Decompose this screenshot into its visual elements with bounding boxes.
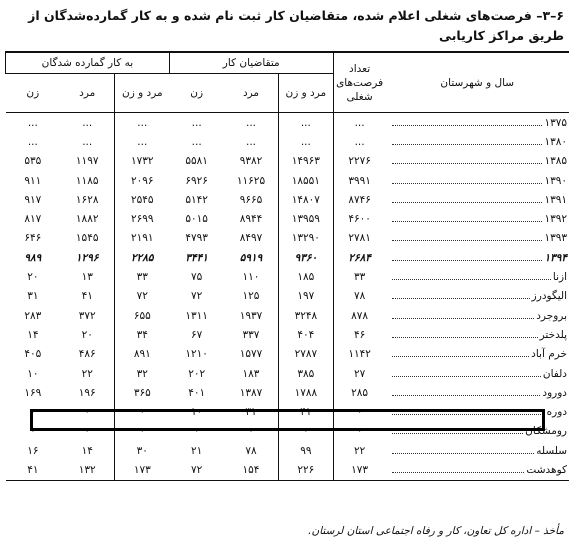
applicants-female-cell: ۷۲ xyxy=(169,460,224,480)
row-label: ۱۳۸۰ xyxy=(544,135,567,148)
leader-dots xyxy=(392,220,543,222)
applicants-male-cell: ۵۹۱۹ xyxy=(239,251,263,264)
row-label: ۱۳۹۴ xyxy=(544,251,567,264)
applicants-female-cell: ۷۵ xyxy=(191,271,203,284)
row-label-cell xyxy=(386,325,569,344)
row-label: خرم آباد xyxy=(531,348,567,361)
applicants-header: متقاضیان کار xyxy=(169,52,333,74)
table-row xyxy=(6,171,570,190)
row-label: ۱۳۸۵ xyxy=(544,155,567,168)
applicants-female-cell: ۲۱ xyxy=(191,444,203,457)
total-jobs-cell: ... xyxy=(333,132,385,151)
row-label-cell xyxy=(386,113,569,133)
applicants-both-header: مرد و زن xyxy=(279,74,334,113)
applicants-female-cell: ۶۷ xyxy=(191,328,203,341)
row-label: سلسله xyxy=(536,444,567,457)
applicants-female-cell: ... xyxy=(191,135,202,148)
row-label-cell xyxy=(386,287,569,306)
applicants-both-cell: ۴۰۴ xyxy=(279,325,334,344)
table-row xyxy=(6,402,570,421)
applicants-both-cell: ۳۲۴۸ xyxy=(279,306,334,325)
placed-female-cell: ۰ xyxy=(30,406,36,419)
applicants-both-cell: ۹۹ xyxy=(279,441,334,460)
placed-both-cell: ۰ xyxy=(115,422,170,441)
table-row xyxy=(6,383,570,402)
placed-both-cell: ۳۳ xyxy=(115,267,170,286)
placed-male-cell: ۱۹۶ xyxy=(78,386,96,399)
total-jobs-cell: ۱۷۳ xyxy=(333,460,385,480)
placed-both-cell: ۸۹۱ xyxy=(115,345,170,364)
placed-female-cell: ۹۱۱ xyxy=(24,174,42,187)
table-row xyxy=(6,229,570,248)
row-label-cell xyxy=(386,171,569,190)
placed-female-cell: ۳۱ xyxy=(27,290,39,303)
placed-both-cell: ۱۷۳۲ xyxy=(115,152,170,171)
applicants-both-cell: ۳۸۵ xyxy=(279,364,334,383)
placed-female-header: زن xyxy=(6,74,61,113)
placed-female-cell: ۵۳۵ xyxy=(24,155,42,168)
applicants-both-cell: ۱۳۲۹۰ xyxy=(279,229,334,248)
applicants-male-cell: ۳۱ xyxy=(245,406,257,419)
applicants-male-cell: ۹۶۶۵ xyxy=(239,193,263,206)
row-label-cell xyxy=(386,422,569,441)
row-label: ازنا xyxy=(552,271,567,284)
row-label: ۱۳۹۳ xyxy=(544,232,567,245)
leader-dots xyxy=(392,162,543,164)
placed-male-cell: ... xyxy=(82,116,93,129)
applicants-both-cell: ۲۷۸۷ xyxy=(279,345,334,364)
applicants-male-cell: ... xyxy=(245,135,256,148)
applicants-male-cell: ۹۳۸۲ xyxy=(239,155,263,168)
leader-dots xyxy=(392,355,530,357)
placed-female-cell: ۱۴ xyxy=(27,328,39,341)
row-label-cell xyxy=(386,460,569,480)
applicants-male-cell: ۱۸۳ xyxy=(242,367,260,380)
leader-dots xyxy=(392,124,543,126)
row-label-cell xyxy=(386,402,569,421)
placed-female-cell: ۴۱ xyxy=(6,460,61,480)
applicants-male-cell: ۱۲۵ xyxy=(242,290,260,303)
placed-female-cell: ۹۱۷ xyxy=(24,193,42,206)
leader-dots xyxy=(392,375,541,377)
total-jobs-cell: ۴۶۰۰ xyxy=(333,209,385,228)
table-row xyxy=(6,132,570,151)
placed-both-cell: ۳۴ xyxy=(115,325,170,344)
placed-header: به کار گمارده شدگان xyxy=(6,52,170,74)
placed-female-cell: ۹۸۹ xyxy=(24,251,42,264)
applicants-female-cell: ۴۷۹۳ xyxy=(185,232,208,245)
placed-male-cell: ۱۴ xyxy=(81,444,93,457)
placed-male-cell: ... xyxy=(82,135,93,148)
row-label-cell xyxy=(386,267,569,286)
row-label-cell xyxy=(386,132,569,151)
row-label-cell xyxy=(386,229,569,248)
table-row xyxy=(6,190,570,209)
table-row xyxy=(6,152,570,171)
total-jobs-cell: ۳۹۹۱ xyxy=(333,171,385,190)
leader-dots xyxy=(392,278,551,280)
applicants-female-header: زن xyxy=(169,74,224,113)
leader-dots xyxy=(392,259,543,261)
row-label-cell xyxy=(386,441,569,460)
applicants-female-cell: ۴۰۱ xyxy=(188,386,206,399)
total-jobs-cell: ۱۱۴۲ xyxy=(333,345,385,364)
applicants-female-cell: ۱۳۱۱ xyxy=(185,309,208,322)
applicants-female-cell: ۵۱۴۲ xyxy=(185,193,208,206)
placed-male-cell: ۰ xyxy=(84,406,91,419)
applicants-male-cell: ۸۴۹۷ xyxy=(239,232,263,245)
applicants-both-cell: ۱۸۵ xyxy=(279,267,334,286)
leader-dots xyxy=(392,413,545,415)
row-label: الیگودرز xyxy=(531,290,567,303)
applicants-male-cell: ۱۵۷۷ xyxy=(239,348,263,361)
applicants-female-cell: ۶۹۲۶ xyxy=(185,174,208,187)
placed-female-cell: ۱۰ xyxy=(27,367,39,380)
placed-both-cell: ۳۲ xyxy=(115,364,170,383)
placed-male-cell: ۱۱۹۷ xyxy=(75,155,99,168)
placed-male-cell: ۱۳۲ xyxy=(60,460,115,480)
total-jobs-cell: ۲۸۵ xyxy=(333,383,385,402)
placed-both-cell: ۰ xyxy=(115,402,170,421)
placed-male-cell: ۴۸۶ xyxy=(78,348,96,361)
leader-dots xyxy=(392,297,530,299)
row-label-cell xyxy=(386,306,569,325)
placed-both-cell: ۳۰ xyxy=(115,441,170,460)
applicants-both-cell: ۱۴۹۶۳ xyxy=(279,152,334,171)
table-row xyxy=(6,306,570,325)
total-jobs-cell: ۷۸ xyxy=(333,287,385,306)
placed-both-cell: ۲۰۹۶ xyxy=(115,171,170,190)
placed-both-cell: ۶۵۵ xyxy=(115,306,170,325)
row-label: ۱۳۹۱ xyxy=(544,193,567,206)
row-label: پلدختر xyxy=(539,328,567,341)
row-label-cell xyxy=(386,209,569,228)
table-title: ۶–۳– فرصت‌های شغلی اعلام شده، متقاضیان کار ثبت نام شده و به کار گمارده‌شدگان از طریق مراکز کاریابی xyxy=(28,8,564,43)
placed-male-cell: ۱۸۸۲ xyxy=(75,213,99,226)
table-row xyxy=(6,267,570,286)
row-label: ۱۳۹۲ xyxy=(544,213,567,226)
total-jobs-cell: ۲۶۸۴ xyxy=(333,248,385,267)
row-label-cell xyxy=(386,190,569,209)
leader-dots xyxy=(392,201,543,203)
placed-both-cell: ۲۲۸۵ xyxy=(115,248,170,267)
placed-male-cell: ۱۵۴۵ xyxy=(75,232,99,245)
leader-dots xyxy=(392,471,525,473)
table-row xyxy=(6,209,570,228)
applicants-female-cell: ۵۰۱۵ xyxy=(185,213,208,226)
leader-dots xyxy=(392,452,535,454)
table-row xyxy=(6,460,570,480)
leader-dots xyxy=(392,432,524,434)
row-label-cell xyxy=(386,364,569,383)
placed-both-cell: ... xyxy=(115,132,170,151)
placed-both-cell: ۲۱۹۱ xyxy=(115,229,170,248)
source-note: مأخذ – اداره کل تعاون، کار و رفاه اجتماعی استان لرستان. xyxy=(308,525,564,537)
placed-male-cell: ۱۲۹۶ xyxy=(75,251,99,264)
leader-dots xyxy=(392,239,543,241)
placed-both-cell: ۳۶۵ xyxy=(115,383,170,402)
placed-female-cell: ۸۱۷ xyxy=(24,213,42,226)
total-jobs-cell: ۴۶ xyxy=(333,325,385,344)
total-jobs-header: تعداد فرصت‌های شغلی xyxy=(333,52,385,113)
applicants-male-cell: ۳۳۷ xyxy=(242,328,260,341)
total-jobs-cell: ۳۳ xyxy=(333,267,385,286)
applicants-both-cell: ۰ xyxy=(279,422,334,441)
applicants-female-cell: ۲۰۲ xyxy=(188,367,206,380)
total-jobs-cell: ۲۷ xyxy=(333,364,385,383)
applicants-male-cell: ۱۳۸۷ xyxy=(239,386,263,399)
leader-dots xyxy=(392,336,538,338)
total-jobs-cell: ۰ xyxy=(333,402,385,421)
row-label-cell xyxy=(386,152,569,171)
row-label-cell xyxy=(386,248,569,267)
leader-dots xyxy=(392,317,535,319)
row-label: دلفان xyxy=(542,367,567,380)
applicants-female-cell: ۰ xyxy=(193,425,200,438)
applicants-male-cell: ۱۱۰ xyxy=(242,271,260,284)
row-label: دوره xyxy=(546,406,567,419)
row-label-cell xyxy=(386,345,569,364)
row-label-header: سال و شهرستان xyxy=(386,52,569,113)
applicants-female-cell: ۳۴۴۱ xyxy=(185,251,208,264)
row-label: ۱۳۷۵ xyxy=(544,116,567,129)
applicants-male-cell: ۸۹۴۴ xyxy=(239,213,263,226)
applicants-male-header: مرد xyxy=(224,74,279,113)
total-jobs-cell: ۲۷۸۱ xyxy=(333,229,385,248)
placed-both-cell: ۱۷۳ xyxy=(115,460,170,480)
applicants-male-cell: ۱۹۳۷ xyxy=(239,309,263,322)
row-label: دورود xyxy=(542,386,567,399)
applicants-male-cell: ۱۱۶۲۵ xyxy=(236,174,266,187)
applicants-male-cell: ۰ xyxy=(248,425,254,438)
leader-dots xyxy=(392,182,543,184)
applicants-both-cell: ۱۸۵۵۱ xyxy=(279,171,334,190)
applicants-male-cell: ... xyxy=(245,116,256,129)
placed-female-cell: ۴۰۵ xyxy=(24,348,42,361)
applicants-both-cell: ۲۲۶ xyxy=(279,460,334,480)
table-row xyxy=(6,441,570,460)
placed-female-cell: ۲۸۳ xyxy=(24,309,42,322)
placed-male-cell: ۲۲ xyxy=(81,367,93,380)
placed-both-cell: ... xyxy=(115,113,170,133)
applicants-female-cell: ۵۵۸۱ xyxy=(185,155,208,168)
table-row xyxy=(6,113,570,133)
placed-both-cell: ۲۵۴۵ xyxy=(115,190,170,209)
applicants-both-cell: ... xyxy=(279,132,334,151)
total-jobs-cell: ۸۷۸ xyxy=(333,306,385,325)
table-row xyxy=(6,248,570,267)
placed-male-cell: ۱۶۲۸ xyxy=(75,193,99,206)
placed-female-cell: ۲۰ xyxy=(27,271,39,284)
placed-male-cell: ۴۱ xyxy=(81,290,93,303)
table-row xyxy=(6,287,570,306)
applicants-both-cell: ۱۳۹۵۹ xyxy=(279,209,334,228)
applicants-both-cell: ۱۷۸۸ xyxy=(279,383,334,402)
placed-male-cell: ۱۳ xyxy=(81,271,93,284)
applicants-female-cell: ... xyxy=(191,116,202,129)
placed-female-cell: ۱۶۹ xyxy=(24,386,42,399)
row-label: بروجرد xyxy=(536,309,567,322)
placed-male-header: مرد xyxy=(60,74,115,113)
placed-both-header: مرد و زن xyxy=(115,74,170,113)
placed-male-cell: ۱۱۸۵ xyxy=(75,174,99,187)
applicants-both-cell: ۱۹۷ xyxy=(279,287,334,306)
applicants-both-cell: ۹۳۶۰ xyxy=(279,248,334,267)
table-row xyxy=(6,422,570,441)
row-label: کوهدشت xyxy=(526,463,567,476)
placed-female-cell: ۶۴۶ xyxy=(24,232,42,245)
row-label: ۱۳۹۰ xyxy=(544,174,567,187)
placed-male-cell: ۳۷۲ xyxy=(78,309,96,322)
applicants-female-cell: ۱۰ xyxy=(191,406,203,419)
placed-both-cell: ۲۶۹۹ xyxy=(115,209,170,228)
row-label: رومشکان xyxy=(525,425,567,438)
applicants-female-cell: ۷۲ xyxy=(191,290,203,303)
total-jobs-cell: ۲۲۷۶ xyxy=(333,152,385,171)
leader-dots xyxy=(392,394,541,396)
applicants-both-cell: ... xyxy=(279,113,334,133)
placed-both-cell: ۷۲ xyxy=(115,287,170,306)
placed-female-cell: ۰ xyxy=(30,425,36,438)
placed-female-cell: ... xyxy=(27,116,38,129)
leader-dots xyxy=(392,143,543,145)
total-jobs-cell: ... xyxy=(333,113,385,133)
total-jobs-cell: ۰ xyxy=(333,422,385,441)
applicants-both-cell: ۴۱ xyxy=(279,402,334,421)
placed-male-cell: ۰ xyxy=(84,425,91,438)
table-row xyxy=(6,345,570,364)
placed-female-cell: ... xyxy=(27,135,38,148)
total-jobs-cell: ۲۲ xyxy=(333,441,385,460)
table-row xyxy=(6,325,570,344)
placed-male-cell: ۲۰ xyxy=(81,328,93,341)
data-table xyxy=(5,51,569,481)
applicants-male-cell: ۱۵۴ xyxy=(224,460,279,480)
applicants-female-cell: ۱۲۱۰ xyxy=(185,348,208,361)
row-label-cell xyxy=(386,383,569,402)
table-row xyxy=(6,364,570,383)
applicants-both-cell: ۱۴۸۰۷ xyxy=(279,190,334,209)
applicants-male-cell: ۷۸ xyxy=(245,444,257,457)
total-jobs-cell: ۸۷۴۶ xyxy=(333,190,385,209)
placed-female-cell: ۱۶ xyxy=(27,444,39,457)
